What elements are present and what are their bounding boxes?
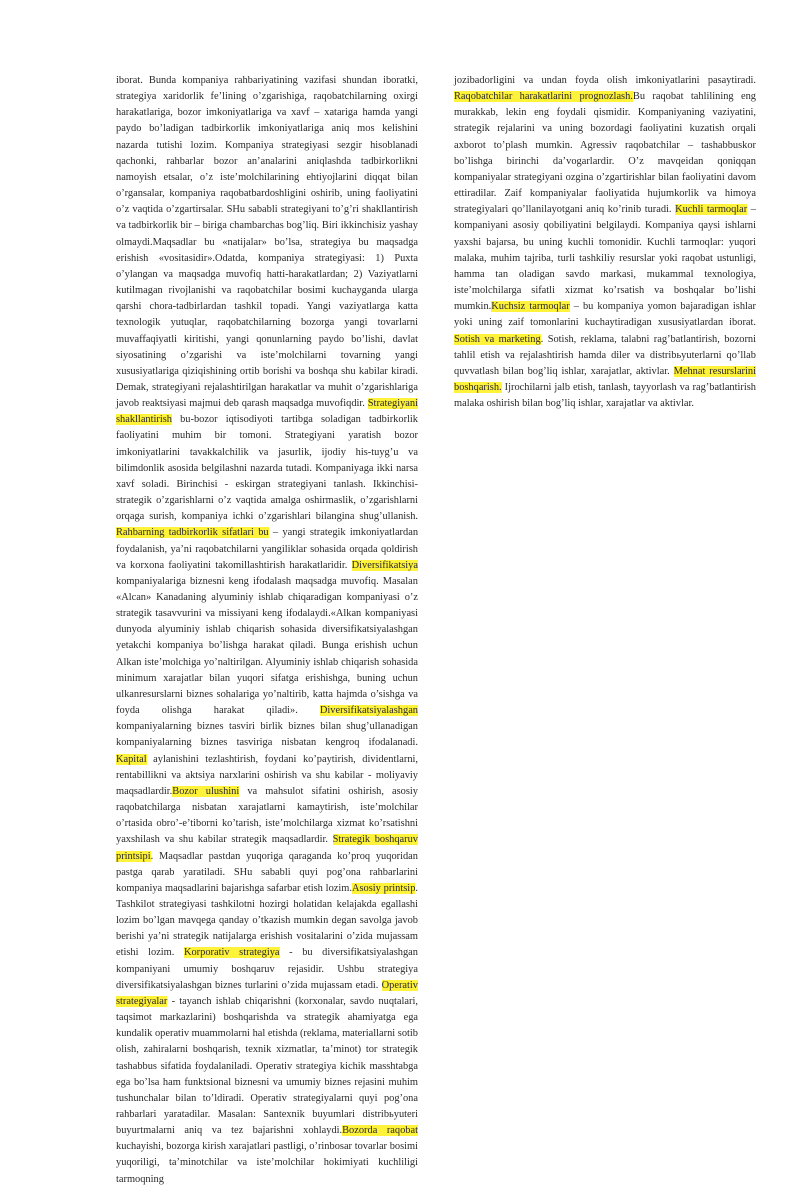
highlighted-term: Asosiy printsip (351, 882, 416, 894)
text-run: kompaniyalarning biznes tasviri birlik biznes bilan shug’ullanadigan kompaniyalarning biznes tasviriga nisbatan kengroq ifodalanadi. (116, 721, 418, 749)
highlighted-term: Diversifikatsiyalashgan (319, 705, 418, 717)
highlighted-term: Diversifikatsiya (351, 559, 418, 571)
highlighted-term: Rahbarning tadbirkorlik sifatlari bu (116, 527, 269, 539)
highlighted-term: Kuchsiz tarmoqlar (491, 301, 570, 313)
highlighted-term: Strategiyani shakllantirish (116, 398, 418, 426)
text-run: aylanishini tezlashtirish, foydani ko’paytirish, dividentlarni, rentabillikni va aktsiya narxlarini oshirish va shu kabilar - moliyaviy maqsadlardir. (116, 753, 418, 797)
text-column-right (454, 73, 756, 412)
text-run: Bu raqobat tahlilining eng murakkab, lekin eng foydali qismidir. Kompaniyaning vaziyatini, strategik rejalarini va uning bozordagi faoliyatini kuzatish orqali axborot to’plash mumkin. Agressiv raqobatchilar – tashabbuskor bo’lishga birinchi da’vogarlardir. O’z mavqeidan qoniqqan kompaniyalar strategiyani ozgina o’zgartirishlar bilan faoliyatini davom ettiradilar. Zaif kompaniyalar faoliyatida hujumkorlik va himoya strategiyalari qo’llanilayotgani aniq ko’rinib turadi. (454, 91, 756, 216)
highlighted-term: Mehnat resurslarini boshqarish. (454, 365, 756, 393)
text-run: – kompaniyani asosiy qobiliyatini belgilaydi. Kompaniya qaysi ishlarni yaxshi bajarsa, bu uning kuchli tomonidir. Kuchli tarmoqlar: yuqori malaka, muhim tajriba, turli tashkiliy resurslar yoki raqobat ustunligi, hamma tan oladigan savdo markasi, mukammal texnologiya, iste’molchilarga sifatli xizmat ko’rsatish va boshqalar bo’lishi mumkin. (454, 204, 756, 313)
text-run: . Sotish, reklama, talabni rag’batlantirish, bozorni tahlil etish va rejalashtirish hamda diler va distribьyuterlarni qo’llab quvvatlash bilan bog’liq ishlar, xarajatlar, aktivlar. (454, 333, 756, 377)
highlighted-term: Bozorda raqobat (342, 1125, 418, 1137)
highlighted-term: Kuchli tarmoqlar (675, 204, 748, 216)
text-run: iborat. Bunda kompaniya rahbariyatining vazifasi shundan iboratki, strategiya xaridorlik fe’lining o’zgarishiga, raqobatchilarning oxirgi harakatlariga, bozor imkoniyatlariga va xavf – xatariga hamda yangi paydo bo’ladigan tadbirkorlik imkoniyatlariga aniq mos kelishini nazarda tutishi lozim. Kompaniya strategiyasi sezgir hisoblanadi qachonki, rahbarlar bozor an’analarini aniqlashda tadbirkorlikni namoyish etsalar, o’z iste’molchilarining ehtiyojlarini diqqat bilan o’rgansalar, kompaniya raqobatbardoshligini oshirib, uning faoliyatini o’z vaqtida o’zgartirsalar. SHu sababli strategiyani to’g’ri shakllantirish va tadbirkorlik bir – biriga chambarchas bog’liq. Biri ikkinchisiz yashay olmaydi.Maqsadlar bu «natijalar» bo’lsa, strategiya bu maqsadga erishish «vositasidir».Odatda, kompaniya strategiyasi: 1) Puxta o’ylangan va maqsadga muvofiq hatti-harakatlardan; 2) Vaziyatlarni kutilmagan rivojlanishi va raqobatchilar bosimi kuchayganda ularga qarshi chora-tadbirlardan tashkil topadi. Yangi vaziyatlarga katta texnologik yutuqlar, raqobatchilarning bozorga yangi tovarlarni muvaffaqiyatli kiritishi, yangi qonunlarning paydo bo’lishi, davlat siyosatining o’zgarishi va iste’molchilarni tovarning yangi xususiyatlariga qiziqishining ortib borishi va boshqa shu kabilar kiradi. Demak, strategiyani rejalashtirilgan harakatlar va muhit o’zgarishlariga javob reaktsiyasi majmui deb qarash maqsadga muvofiqdir. (116, 75, 418, 410)
text-run: . Maqsadlar pastdan yuqoriga qaraganda ko’proq yuqoridan pastga qarab yaratiladi. SHu sababli quyi pog’ona rahbarlarini kompaniya maqsadlarini bajarishga safarbar etish lozim. (116, 850, 418, 894)
highlighted-term: Strategik boshqaruv printsipi (116, 834, 418, 862)
text-run: – bu kompaniya yomon bajaradigan ishlar yoki uning zaif tomonlarini kuchaytiradigan xususiyatlardan iborat. (454, 301, 756, 329)
text-run: . Tashkilot strategiyasi tashkilotni hozirgi holatidan kelajakda egallashi lozim bo’lgan mavqega qanday o’tkazish mumkin degan savolga javob berishi ya’ni strategik natijalarga erishish vositalarini o’zida mujassam etishi lozim. (116, 882, 418, 959)
body-paragraph-left (116, 73, 418, 1188)
text-run: va mahsulot sifatini oshirish, asosiy raqobatchilarga nisbatan xarajatlarni kamaytirish, iste’molchilar o’rtasida obro’-e’tiborni ko’tarish, iste’molchilarga xizmat ko’rsatishni yaxshilash va shu kabilar strategik maqsadlardir. (116, 785, 418, 846)
highlighted-term: Bozor ulushini (172, 785, 240, 797)
highlighted-term: Raqobatchilar harakatlarini prognozlash. (454, 91, 633, 103)
highlighted-term: Kapital (116, 753, 147, 765)
text-run: kompaniyalariga biznesni keng ifodalash maqsadga muvofiq. Masalan «Alcan» Kanadaning alyuminiy ishlab chiqaradigan kompaniyasi o’z strategik tasavvurini va missiyani keng ifodalaydi.«Alkan kompaniyasi dunyoda alyuminiy ishlab chiqarish sohasida diversifikatsiyalashgan yetakchi kompaniya bo’lishga harakat qiladi. Bunga erishish uchun Alkan iste’molchiga yo’naltirilgan. Alyuminiy ishlab chiqarish sohasida minimum xarajatlar bilan yuqori sifatga erishishga, buning uchun ulkanresurslarni biznes sohalariga yo’naltirib, katta hajmda o’sishga va foyda olishga harakat qiladi». (116, 575, 418, 717)
text-run: bu-bozor iqtisodiyoti tartibga soladigan tadbirkorlik faoliyatini muhim bir tomoni. Strategiyani yaratish bozor imkoniyatlarini tavakkalchilik va jasurlik, ijodiy his-tuyg’u va bilimdonlik asosida belgilashni nazarda tutadi. Kompaniyaga ikki narsa xavf soladi. Birinchisi - eskirgan strategiyani tanlash. Ikkinchisi-strategik o’zgarishlarni o’z vaqtida amalga oshirmaslik, o’zgarishlarni orqaga surish, kompaniya ichki o’zgarishlari bilangina shug’ullanish. (116, 414, 418, 523)
text-column-left (116, 73, 418, 1188)
text-run: - bu diversifikatsiyalashgan kompaniyani umumiy boshqaruv rejasidir. Ushbu strategiya diversifikatsiyalashgan biznes turlarini o’zida mujassam etadi. (116, 947, 418, 991)
text-run: – yangi strategik imkoniyatlardan foydalanish, ya’ni raqobatchilarni yangiliklar sohasida orqada qoldirish va korxona faoliyatini takomillashtirish harakatlaridir. (116, 527, 419, 571)
text-run: - tayanch ishlab chiqarishni (korxonalar, savdo nuqtalari, taqsimot markazlarini) boshqarishda va strategik ahamiyatga ega kundalik operativ muammolarni hal etishda (reklama, materiallarni sotib olish, zahiralarni boshqarish, texnik xizmatlar, ta’minot) tor strategik tashabbus sifatida foydalaniladi. Operativ strategiya kichik masshtabga ega bo’lsa ham funktsional biznesni va umumiy biznes rejasini muhim tushunchalar bilan to’ldiradi. Operativ strategiyalarni quyi pog’ona rahbarlari yaratadilar. Masalan: Santexnik buyumlari distribьyuteri buyurtmalarni aniq va tez bajarishni xohlaydi. (116, 995, 418, 1137)
highlighted-term: Operativ strategiyalar (116, 979, 418, 1007)
highlighted-term: Sotish va marketing (454, 333, 541, 345)
text-run: jozibadorligini va undan foyda olish imkoniyatlarini pasaytiradi. (454, 75, 756, 86)
highlighted-term: Korporativ strategiya (183, 947, 280, 959)
text-run: Ijrochilarni jalb etish, tanlash, tayyorlash va rag’batlantirish malaka oshirish bilan bog’liq ishlar, xarajatlar va aktivlar. (454, 381, 756, 410)
text-run: kuchayishi, bozorga kirish xarajatlari pastligi, o’rinbosar tovarlar bosimi yuqoriligi, ta’minotchilar va iste’molchilar hokimiyati kuchliligi tarmoqning (116, 1141, 418, 1185)
body-paragraph-right (454, 73, 756, 412)
